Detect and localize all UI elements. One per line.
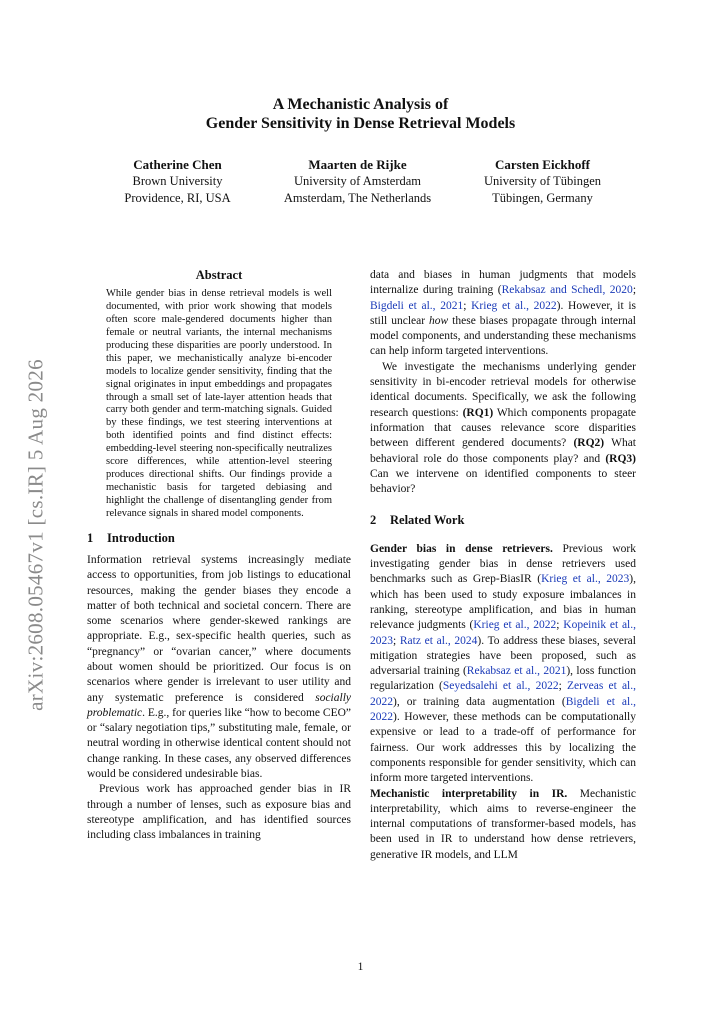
text-run: We investigate the mechanisms underlying gender sensitivity in bi-encoder retrieval models for otherwise identical documents. Specifically, we ask the following research questions:	[370, 360, 636, 419]
intro-paragraph-4	[370, 360, 636, 498]
author-3	[472, 156, 614, 207]
abstract-heading: Abstract	[195, 268, 243, 282]
text-run: What behavioral role do those components play? and	[370, 437, 636, 465]
text-run: data and biases in human judgments that models internalize during training (	[370, 269, 636, 297]
paper-title	[0, 95, 721, 133]
text-run: ), or training data augmentation (	[393, 695, 566, 708]
section-heading-related-work	[370, 513, 636, 528]
citation-link[interactable]: Ratz et al., 2024	[399, 634, 478, 647]
author-2	[270, 156, 446, 207]
text-run: ). However, it is still unclear	[370, 299, 636, 327]
text-run: ), which has been used to study exposure imbalances in ranking, stereotype amplification, and bias in human relevance judgments (	[370, 573, 636, 632]
text-run: these biases propagate through internal model components, and understanding these mechanisms can help inform targeted interventions.	[370, 314, 637, 358]
author-name: Maarten de Rijke	[308, 157, 407, 172]
text-run: ). To address these biases, several mitigation strategies have been proposed, such as adversarial training (	[370, 634, 636, 678]
right-column	[370, 268, 636, 863]
section-heading-introduction	[87, 531, 351, 546]
related-work-paragraph-1: Gender bias in dense retrievers. Previous work investigating gender bias in dense retrievers used benchmarks such as Grep-BiasIR (Krieg et al., 2023), which has been used to study exposure imbalances in ranking, stereotype amplification, and bias in human relevance judgments (Krieg et al., 2022; Kopeinik et al., 2023; Ratz et al., 2024). To address these biases, several mitigation strategies have been proposed, such as adversarial training (Rekabsaz et al., 2021), loss function regularization (Seyedsalehi et al., 2022; Zerveas et al., 2022), or training data augmentation (Bigdeli et al., 2022). However, these methods can be computationally expensive or lead to a trade-off of performance for fairness. Our work addresses this by localizing the components responsible for gender sensitivity, which can inform more targeted interventions.	[370, 542, 637, 785]
text-run: Previous work investigating gender bias in dense retrievers used benchmarks such as Grep-BiasIR (	[370, 542, 636, 586]
text-run: Which components propagate information that causes relevance score disparities between different gendered documents?	[370, 406, 637, 450]
section-title: Introduction	[107, 530, 175, 545]
abstract-text: While gender bias in dense retrieval models is well documented, with prior work showing that models often score male-gendered documents higher than female or neutral variants, the internal mechanisms producing these disparities are poorly understood. In this paper, we mechanistically analyze bi-encoder models to localize gender sensitivity, finding that the signal originates in input embeddings and propagates through a small set of late-layer attention heads that carry both gender and term-matching signals. Guided by these findings, we test steering interventions at both identified points and find distinct effects: embedding-level steering non-specifically neutralizes score differences, while attention-level steering produces directional shifts. Our findings provide a mechanistic basis for targeted debiasing and highlight the challenge of disentangling gender from relevance signals in shared model components.	[106, 288, 332, 519]
title-line-1: A Mechanistic Analysis of	[272, 96, 449, 113]
author-location: Amsterdam, The Netherlands	[283, 191, 432, 205]
section-number: 1	[87, 530, 94, 545]
section-title: Related Work	[390, 513, 465, 528]
citation-link[interactable]: Krieg et al., 2022	[471, 299, 557, 312]
section-number: 2	[370, 513, 377, 528]
author-1	[108, 156, 248, 207]
citation-link[interactable]: Krieg et al., 2023	[541, 573, 630, 586]
emphasis: how	[429, 314, 449, 327]
citation-link[interactable]: Bigdeli et al., 2022	[370, 695, 636, 724]
citation-link[interactable]: Rekabsaz and Schedl, 2020	[501, 284, 633, 297]
author-affiliation: Brown University	[132, 174, 223, 188]
text-run: Can we intervene on identified components to steer behavior?	[370, 467, 636, 496]
citation-link[interactable]: Zerveas et al., 2022	[370, 680, 637, 708]
intro-paragraph-3: data and biases in human judgments that models internalize during training (Rekabsaz and Schedl, 2020; Bigdeli et al., 2021; Krieg et al., 2022). However, it is still unclear how these biases propagate through internal model components, and understanding these mechanisms can help inform targeted interventions.	[370, 269, 637, 358]
author-location: Tübingen, Germany	[492, 191, 593, 205]
emphasis: socially problematic	[87, 691, 351, 719]
author-affiliation: University of Amsterdam	[293, 174, 422, 188]
author-block	[0, 156, 721, 207]
author-name: Catherine Chen	[133, 157, 222, 172]
arxiv-sidebar	[18, 359, 54, 711]
left-column	[87, 268, 351, 844]
text-run: . E.g., for queries like “how to become CEO” or “salary negotiation tips,” substituting male, female, or neutral wording in otherwise identical content should not change ranking. In these cases, any observed differences would be considered undesirable bias.	[87, 706, 352, 781]
text-run: Mechanistic interpretability, which aims to reverse-engineer the internal computations of transformer-based models, has been used in IR to understand how dense retrievers, generative IR models, and LLM	[370, 787, 636, 861]
citation-link[interactable]: Kopeinik et al., 2023	[370, 619, 636, 647]
citation-link[interactable]: Bigdeli et al., 2021	[370, 299, 464, 312]
intro-paragraph-2: Previous work has approached gender bias in IR through a number of lenses, such as exposure bias and stereotype amplification, and has identified sources including class imbalances in training	[87, 783, 351, 842]
research-question-label: (RQ2)	[573, 437, 605, 450]
research-question-label: (RQ3)	[605, 452, 636, 465]
title-line-2: Gender Sensitivity in Dense Retrieval Models	[205, 115, 516, 132]
author-name: Carsten Eickhoff	[495, 157, 590, 172]
page-number: 1	[357, 961, 364, 973]
text-run: ). However, these methods can be computationally expensive or lead to a trade-off of performance for fairness. Our work addresses this by localizing the components responsible for gender sensitivity, which can inform more targeted interventions.	[370, 711, 636, 785]
text-run: ), loss function regularization (	[370, 665, 636, 693]
paragraph-heading: Mechanistic interpretability in IR.	[370, 787, 568, 800]
arxiv-identifier: arXiv:2608.05467v1 [cs.IR] 5 Aug 2026	[23, 359, 48, 711]
text-run: Information retrieval systems increasingly mediate access to opportunities, from job listings to educational resources, making the gender biases they encode a matter of both technical and societal concern. There are some scenarios where gender-skewed rankings are appropriate. E.g., sex-specific health queries, such as “pregnancy” or “ovarian cancer,” where documents about women should be prioritized. Our focus is on scenarios where gender is irrelevant to user utility and any systematic preference is considered	[87, 553, 351, 704]
related-work-paragraph-2	[370, 787, 636, 863]
citation-link[interactable]: Krieg et al., 2022	[473, 619, 557, 632]
author-location: Providence, RI, USA	[124, 191, 231, 205]
citation-link[interactable]: Rekabsaz et al., 2021	[466, 665, 567, 678]
paragraph-heading: Gender bias in dense retrievers.	[370, 542, 553, 555]
research-question-label: (RQ1)	[462, 406, 494, 419]
citation-link[interactable]: Seyedsalehi et al., 2022	[442, 680, 559, 693]
intro-paragraph-1	[87, 553, 351, 782]
author-affiliation: University of Tübingen	[483, 174, 602, 188]
